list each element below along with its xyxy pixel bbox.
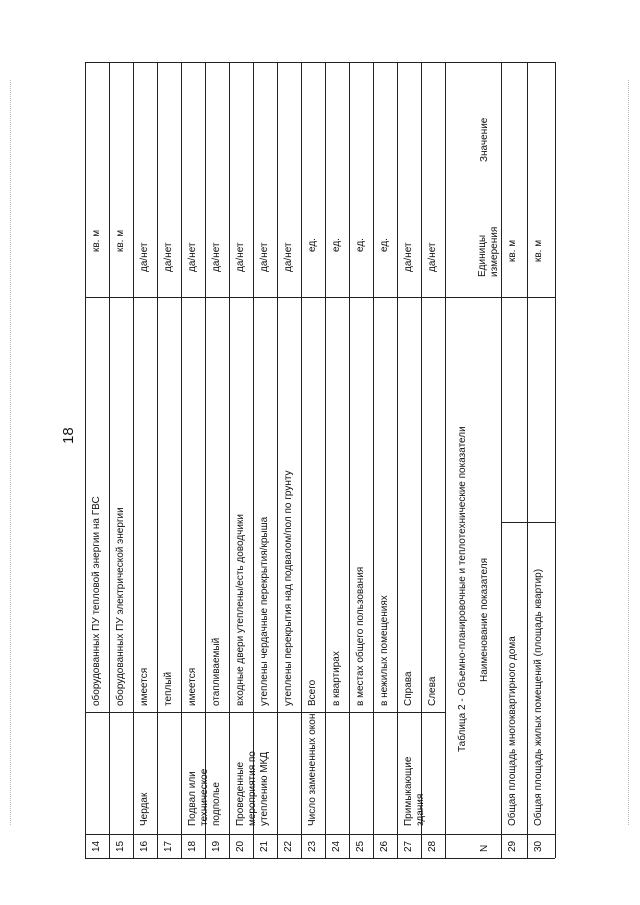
row-unit: кв. м (115, 229, 126, 252)
row-unit: да/нет (259, 242, 270, 272)
table-line (277, 62, 278, 858)
row-number: 25 (355, 840, 366, 852)
row-text: теплый (163, 671, 174, 706)
group-label: Проведенные мероприятия по утеплению МКД (235, 751, 270, 826)
table2-row-number: 30 (533, 840, 544, 852)
row-unit: да/нет (283, 242, 294, 272)
row-number: 23 (307, 840, 318, 852)
table-line (501, 522, 555, 523)
group-label: Примыкающие здания (403, 756, 426, 826)
rotated-table (85, 62, 555, 858)
table2-row-unit: кв. м (507, 239, 518, 262)
table-line (85, 858, 555, 859)
row-unit: да/нет (235, 242, 246, 272)
table-line (301, 62, 302, 858)
row-unit: ед. (307, 238, 318, 252)
table2-header-unit: Единицы измерения (477, 226, 500, 277)
table2-row-number: 29 (507, 840, 518, 852)
row-unit: ед. (355, 238, 366, 252)
table-line (133, 62, 134, 858)
row-unit: да/нет (139, 242, 150, 272)
right-margin-dots (628, 80, 629, 825)
row-number: 15 (115, 840, 126, 852)
left-margin-dots (10, 80, 11, 825)
row-text: оборудованных ПУ электрической энергии (115, 507, 126, 706)
row-number: 21 (259, 840, 270, 852)
table2-header-name: Наименование показателя (479, 558, 490, 682)
table-line (229, 62, 230, 858)
row-number: 27 (403, 840, 414, 852)
row-number: 20 (235, 840, 246, 852)
row-unit: да/нет (163, 242, 174, 272)
table-line (527, 62, 528, 858)
row-text: Справа (403, 671, 414, 706)
row-unit: ед. (379, 238, 390, 252)
table-line (325, 62, 326, 858)
row-number: 19 (211, 840, 222, 852)
table-line (501, 62, 502, 858)
table2-header-value: Значение (479, 117, 490, 162)
row-text: входные двери утеплены/есть доводчики (235, 514, 246, 706)
row-number: 16 (139, 840, 150, 852)
table-line (445, 62, 446, 858)
table-line (85, 834, 555, 835)
row-number: 24 (331, 840, 342, 852)
row-text: утеплены чердачные перекрытия/крыша (259, 516, 270, 706)
table-line (349, 62, 350, 858)
row-unit: да/нет (187, 242, 198, 272)
row-text: отапливаемый (211, 637, 222, 706)
table-line (501, 297, 555, 298)
table-line (555, 62, 556, 858)
table-line (373, 62, 374, 858)
table2-row-unit: кв. м (533, 239, 544, 262)
group-label: Число замененных окон (307, 713, 318, 826)
table-line (181, 62, 182, 858)
row-number: 18 (187, 840, 198, 852)
row-unit: ед. (331, 238, 342, 252)
row-text: имеется (139, 667, 150, 706)
row-text: Всего (307, 679, 318, 706)
group-label: Чердак (139, 792, 150, 826)
row-number: 22 (283, 840, 294, 852)
table-line (85, 62, 86, 858)
table2-header-n: N (479, 844, 490, 852)
row-text: в квартирах (331, 651, 342, 706)
row-number: 28 (427, 840, 438, 852)
table2-caption: Таблица 2 - Объемно-планировочные и теплотехнические показатели (457, 426, 468, 752)
table-line (157, 62, 158, 858)
row-text: в нежилых помещениях (379, 595, 390, 706)
row-text: в местах общего пользования (355, 566, 366, 706)
table-line (397, 62, 398, 858)
row-number: 17 (163, 840, 174, 852)
row-text: утеплены перекрытия над подвалом/пол по грунту (283, 470, 294, 706)
table-line (85, 297, 555, 298)
table-line (445, 62, 555, 63)
row-unit: да/нет (427, 242, 438, 272)
row-unit: да/нет (211, 242, 222, 272)
table2-row-name: Общая площадь многоквартирного дома (507, 636, 518, 826)
group-label: Подвал или техническое подполье (187, 768, 222, 826)
table-line (85, 712, 445, 713)
row-unit: кв. м (91, 229, 102, 252)
table2-row-name: Общая площадь жилых помещений (площадь квартир) (533, 568, 544, 826)
row-unit: да/нет (403, 242, 414, 272)
row-text: Слева (427, 676, 438, 706)
row-text: имеется (187, 667, 198, 706)
page-number: 18 (60, 427, 77, 444)
row-text: оборудованных ПУ тепловой энергии на ГВС (91, 496, 102, 706)
row-number: 26 (379, 840, 390, 852)
table-line (109, 62, 110, 858)
row-number: 14 (91, 840, 102, 852)
